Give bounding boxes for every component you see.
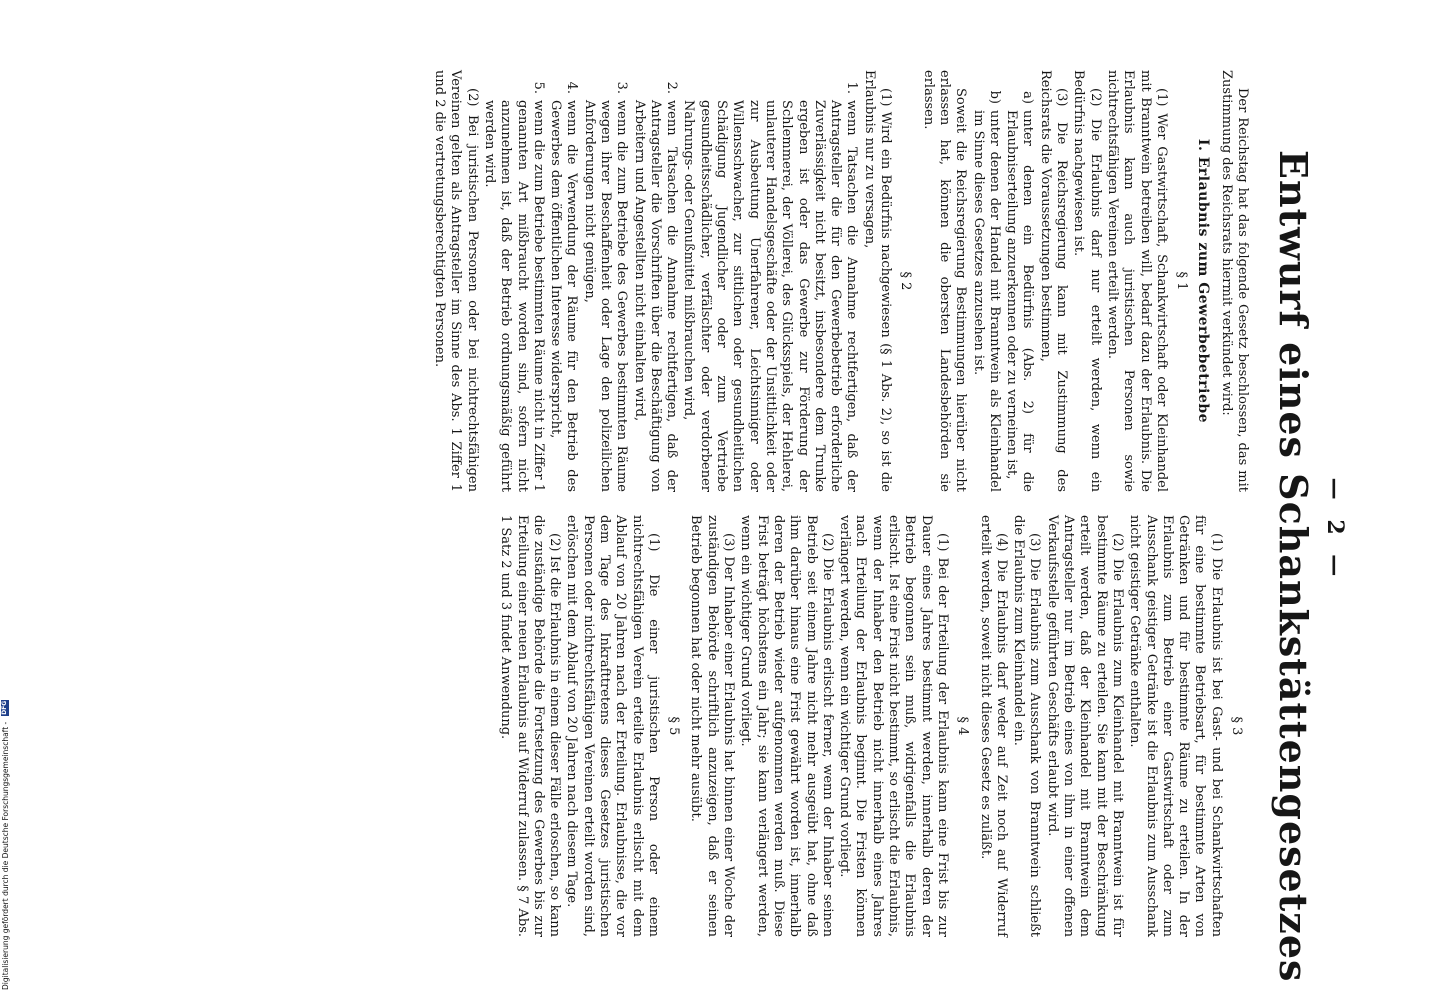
section-heading: I. Erlaubnis zum Gewerbebetriebe: [1195, 138, 1212, 424]
list-text: wenn Tatsachen die Annahme rechtfertigen, daß der Antragsteller die für den Gewerbebetrieb erforderliche Zuverlässigkeit nicht besitzt, insbesondere dem Trunke ergeben ist oder das Gewerbe zur Förderung der Schlemmerei, der Völlerei, des Glücksspiels, der Hehlerei, unlauterer Handelsgeschäfte oder der Unsittlichkeit oder zur Ausbeutung Unerfahrener, Leichtsinniger oder Willensschwacher, zur sittlichen oder gesundheitlichen Schädigung Jugendlicher oder zum Vertriebe gesundheitsschädlicher, verfälschter oder verdorbener Nahrungs- oder Genußmittel mißbrauchen wird,: [681, 100, 860, 492]
paragraph-marker-2: § 2: [898, 271, 914, 291]
document-title: Entwurf eines Schankstättengesetzes: [1271, 150, 1316, 983]
right-column: [496, 515, 1250, 937]
list-item: [680, 70, 859, 492]
list-marker: 4.: [564, 81, 580, 94]
list-item: [969, 70, 1002, 492]
paragraph-marker-5: § 5: [666, 716, 682, 736]
paragraph-text: (2) Die Erlaubnis zum Kleinhandel mit Branntwein ist für bestimmte Räume zu erteilen. Sie kann mit der Beschränkung erteilt werden, daß der Kleinhandel mit Branntwein dem Antragsteller nur im Betrieb eines von ihm in einer offenen Verkaufsstelle geführten Geschäfts erlaubt wird.: [1044, 515, 1125, 937]
left-column: [430, 70, 1250, 492]
page-number: — 2 —: [1322, 477, 1348, 583]
list-text: wenn die zum Betriebe des Gewerbes bestimmten Räume wegen ihrer Beschaffenheit oder Lage den polizeilichen Anforderungen nicht genügen,: [581, 100, 630, 492]
preamble: Der Reichstag hat das folgende Gesetz beschlossen, das mit Zustimmung des Reichsrats hiermit verkündet wird:: [1218, 70, 1250, 492]
list-marker: 1.: [844, 81, 860, 94]
list-text: wenn die zum Betriebe bestimmten Räume nicht in Ziffer 1 genannten Art mißbraucht worden sind, sofern nicht anzunehmen ist, daß der Betrieb ordnungsmäßig geführt werden wird.: [481, 100, 546, 492]
list-marker: 2.: [664, 81, 680, 94]
document-page: [150, 0, 1348, 1000]
list-item: [547, 70, 580, 492]
list-text: wenn die Verwendung der Räume für den Betrieb des Gewerbes dem öffentlichen Interesse widerspricht,: [548, 100, 580, 492]
list-text: unter denen ein Bedürfnis (Abs. 2) für die Erlaubniserteilung anzuerkennen oder zu verneinen ist,: [1004, 110, 1036, 492]
paragraph-text: (4) Die Erlaubnis darf weder auf Zeit noch auf Widerruf erteilt werden, soweit nicht dieses Gesetz es zuläßt.: [977, 515, 1009, 937]
footer-text: Digitalisierung gefördert durch die Deutsche Forschungsgemeinschaft -: [0, 721, 10, 990]
paragraph-text: (1) Die einer juristischen Person oder einem nichtrechtsfähigen Verein erteilte Erlaubnis erlischt mit dem Ablauf von 20 Jahren nach der Erteilung. Erlaubnisse, die vor dem Tage des Inkrafttretens dieses Gesetzes juristischen Personen oder nichtrechtsfähigen Vereinen erteilt worden sind, erlöschen mit dem Ablauf von 20 Jahren nach diesem Tage.: [564, 515, 661, 937]
paragraph-text: (3) Der Inhaber einer Erlaubnis hat binnen einer Woche der zuständigen Behörde schriftlich anzuzeigen, daß er seinen Betrieb begonnen hat oder nicht mehr ausübt.: [688, 515, 737, 937]
paragraph-marker-3: § 3: [1229, 716, 1244, 736]
paragraph-text: (2) Ist die Erlaubnis in einem dieser Fälle erloschen, so kann die zuständige Behörde die Fortsetzung des Gewerbes bis zur Erteilung einer neuen Erlaubnis auf Widerruf zulassen. § 7 Abs. 1 Satz 2 und 3 findet Anwendung.: [498, 515, 563, 937]
list-marker: 3.: [614, 81, 630, 94]
list-marker: 5.: [530, 81, 546, 94]
paragraph-text: (2) Die Erlaubnis erlischt ferner, wenn der Inhaber seinen Betrieb seit einem Jahre nicht mehr ausgeübt hat, ohne daß ihm darüber hinaus eine Frist gewährt worden ist, innerhalb deren der Betrieb wieder aufgenommen werden muß. Diese Frist beträgt höchstens ein Jahr; sie kann verlängert werden, wenn ein wichtiger Grund vorliegt.: [738, 515, 835, 937]
paragraph-text: Soweit die Reichsregierung Bestimmungen hierüber nicht erlassen hat, können die obersten Landesbehörden sie erlassen.: [920, 70, 969, 492]
dfg-logo: DFG: [1, 700, 8, 715]
paragraph-text: (3) Die Erlaubnis zum Ausschank von Branntwein schließt die Erlaubnis zum Kleinhandel ein.: [1011, 515, 1043, 937]
list-text: wenn Tatsachen die Annahme rechtfertigen, daß der Antragsteller die Vorschriften über die Beschäftigung von Arbeitern und Angestellten nicht einhalten wird,: [631, 100, 680, 492]
paragraph-text: (1) Die Erlaubnis ist bei Gast- und bei Schankwirtschaften für eine bestimmte Betriebsart, für bestimmte Arten von Getränken und für bestimmte Räume zu erteilen. In der Erlaubnis zum Betrieb einer Gastwirtschaft oder zum Ausschank geistiger Getränke ist die Erlaubnis zum Ausschank nicht geistiger Getränke enthalten.: [1127, 515, 1224, 937]
digitization-footer: [0, 0, 10, 990]
paragraph-text: (1) Wer Gastwirtschaft, Schankwirtschaft oder Kleinhandel mit Branntwein betreiben will, bedarf dazu der Erlaubnis. Die Erlaubnis kann auch juristischen Personen sowie nichtrechtsfähigen Vereinen erteilt werden.: [1104, 70, 1169, 492]
list-item: [1003, 70, 1036, 492]
list-text: unter denen der Handel mit Branntwein als Kleinhandel im Sinne dieses Gesetzes anzusehen ist.: [970, 110, 1002, 492]
paragraph-marker-4: § 4: [955, 716, 971, 736]
paragraph-text: (2) Die Erlaubnis darf nur erteilt werden, wenn ein Bedürfnis nachgewiesen ist.: [1071, 70, 1103, 492]
list-marker: a): [1020, 91, 1036, 104]
paragraph-text: (3) Die Reichsregierung kann mit Zustimmung des Reichsrats die Voraussetzungen bestimmen,: [1037, 70, 1070, 492]
paragraph-text: (2) Bei juristischen Personen oder bei nichtrechtsfähigen Vereinen gelten als Antragsteller im Sinne des Abs. 1 Ziffer 1 und 2 die vertretungsberechtigten Personen.: [432, 70, 480, 492]
list-item: [580, 70, 629, 492]
list-item: [630, 70, 679, 492]
paragraph-text: (1) Bei der Erteilung der Erlaubnis kann eine Frist bis zur Dauer eines Jahres bestimmt werden, innerhalb deren der Betrieb begonnen sein muß, widrigenfalls die Erlaubnis erlischt. Ist eine Frist nicht bestimmt, so erlischt die Erlaubnis, wenn der Inhaber den Betrieb nicht innerhalb eines Jahres nach Erteilung der Erlaubnis beginnt. Die Fristen können verlängert werden, wenn ein wichtiger Grund vorliegt.: [837, 515, 950, 937]
paragraph-text: (1) Wird ein Bedürfnis nachgewiesen (§ 1 Abs. 2), so ist die Erlaubnis nur zu versagen,: [861, 70, 894, 492]
list-marker: b): [986, 90, 1002, 104]
paragraph-marker-1: § 1: [1174, 271, 1190, 291]
list-item: [481, 70, 546, 492]
